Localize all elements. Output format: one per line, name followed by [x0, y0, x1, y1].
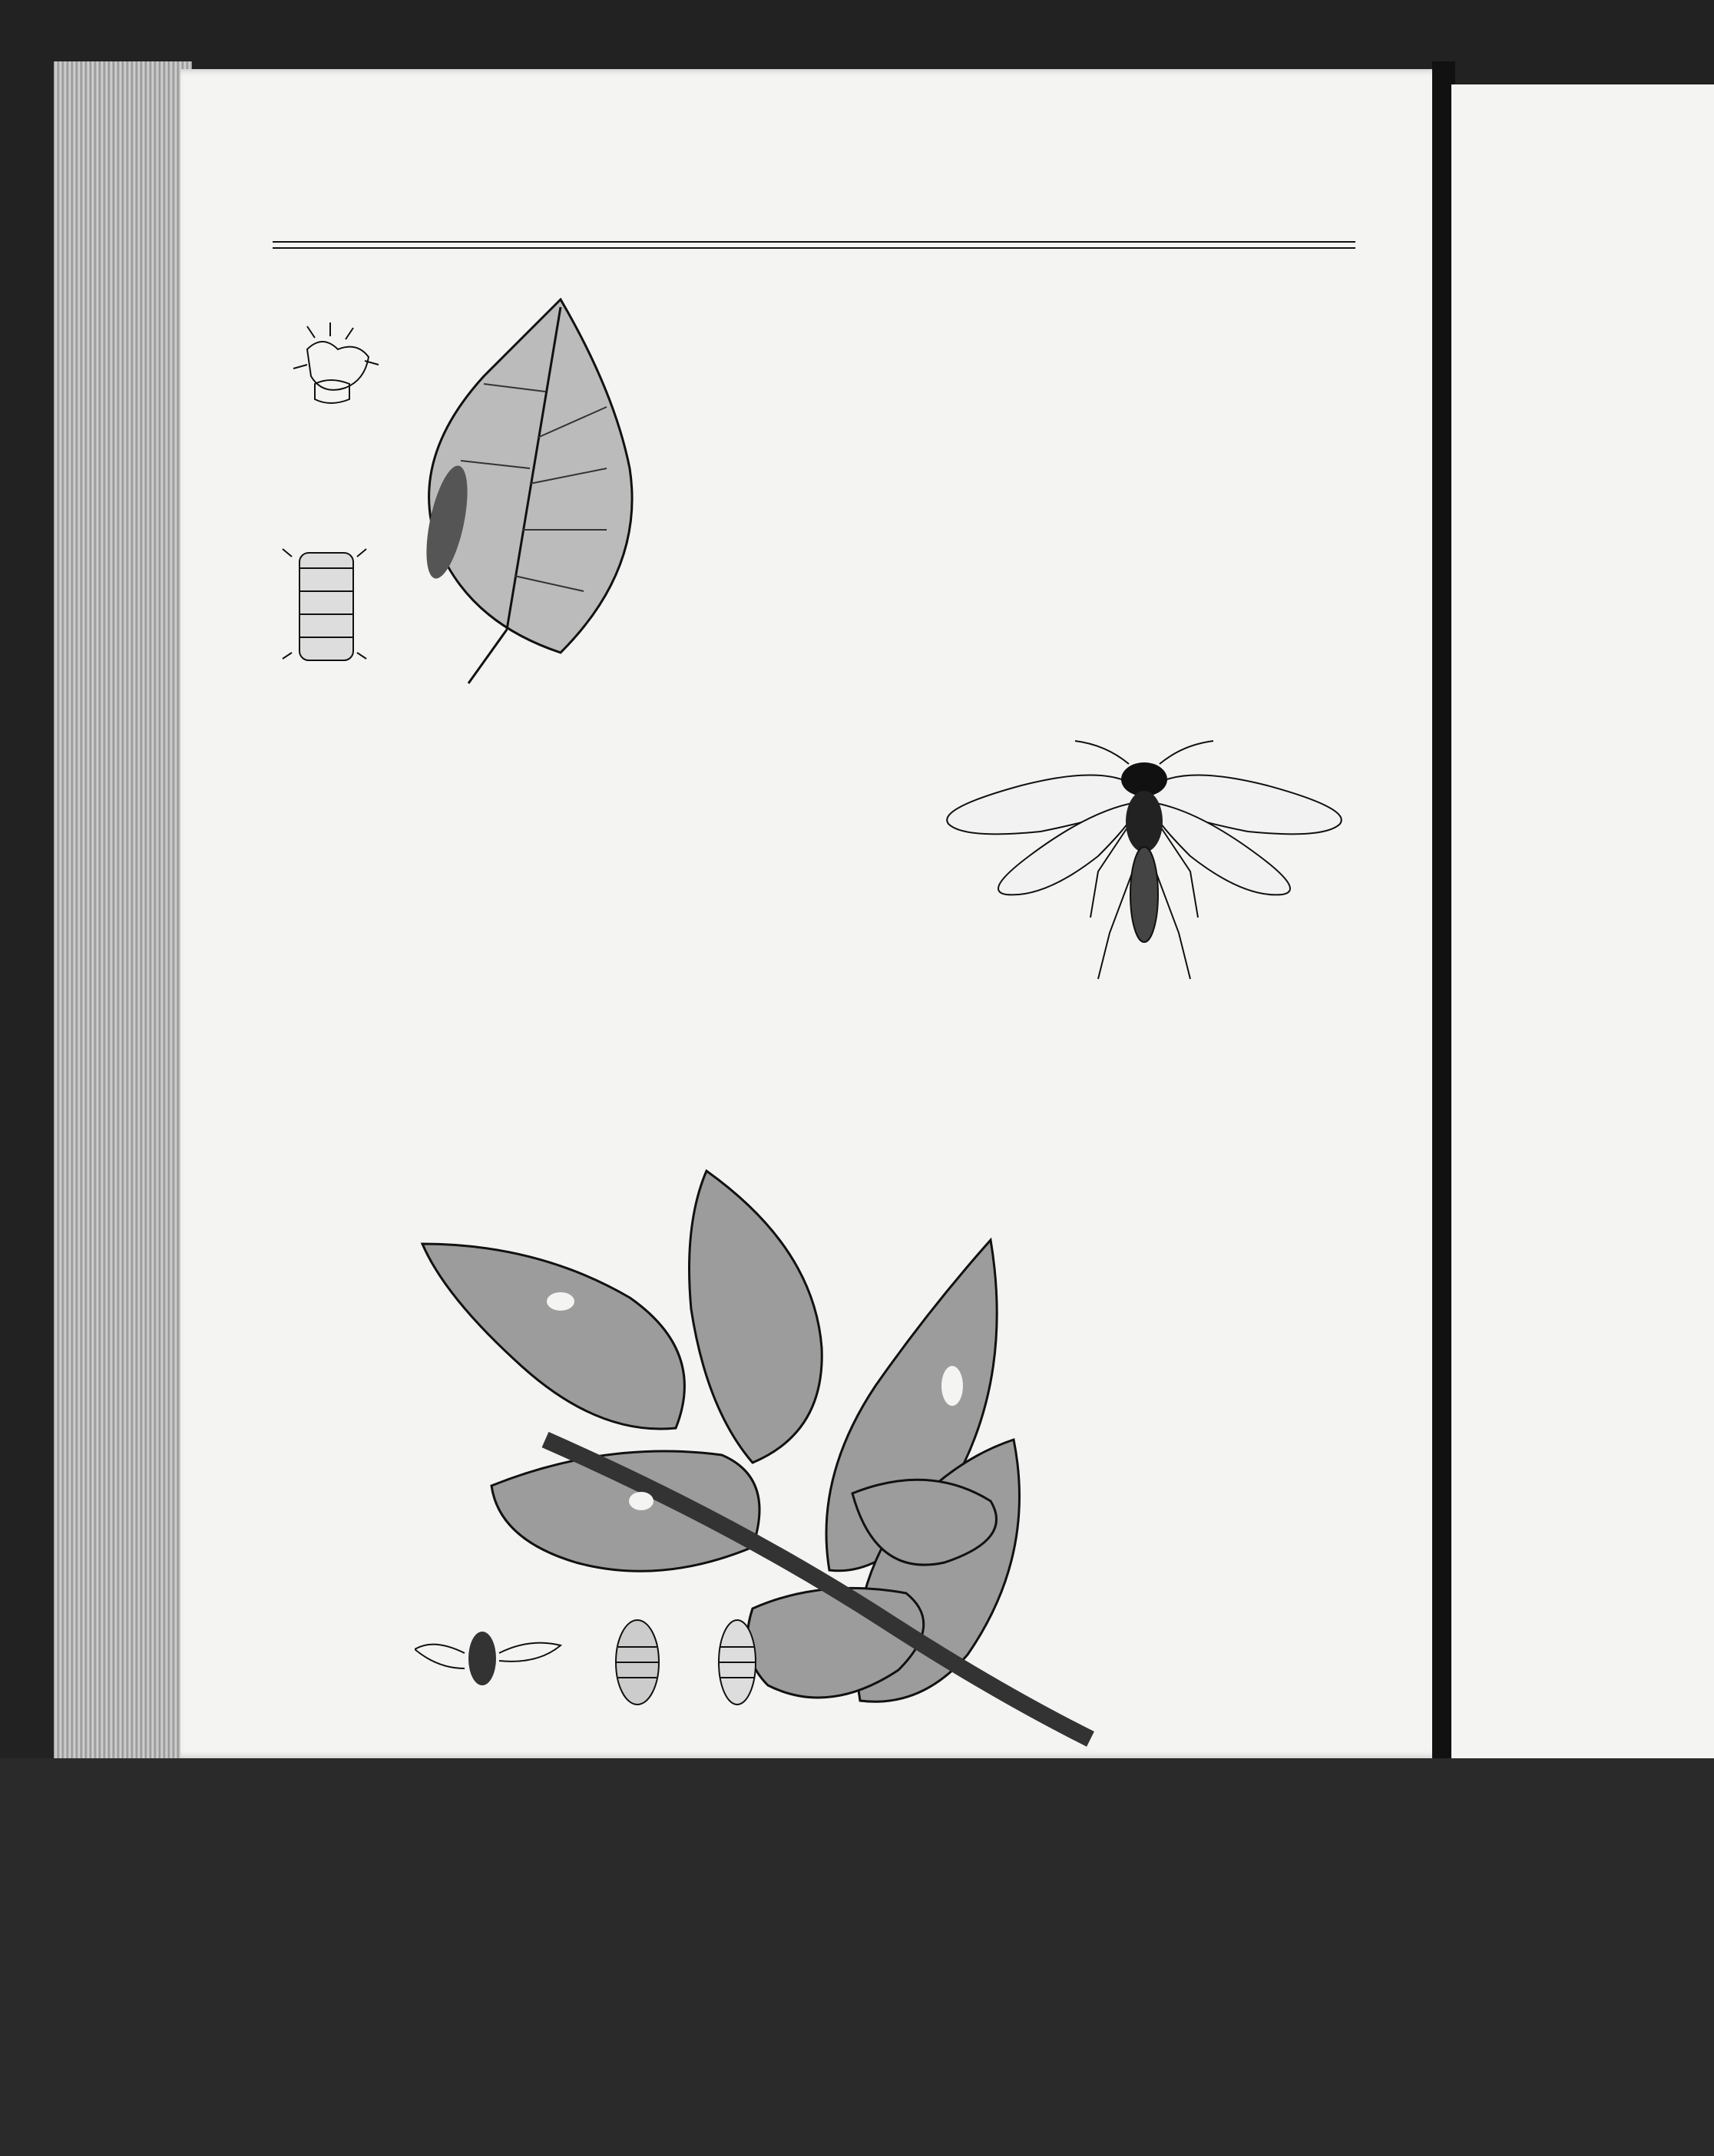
figure-34-raspberry-leaf-illustration [276, 292, 683, 691]
background-shadow [0, 1758, 1714, 2156]
book-page-edges [54, 61, 192, 2012]
header-rule-top [273, 241, 1355, 243]
figure-35-sawfly-illustration [933, 733, 1352, 1010]
right-page [1451, 84, 1714, 1774]
figure-36-grape-leaves-illustration [415, 1163, 1221, 1793]
header-rule-bottom [273, 247, 1355, 249]
